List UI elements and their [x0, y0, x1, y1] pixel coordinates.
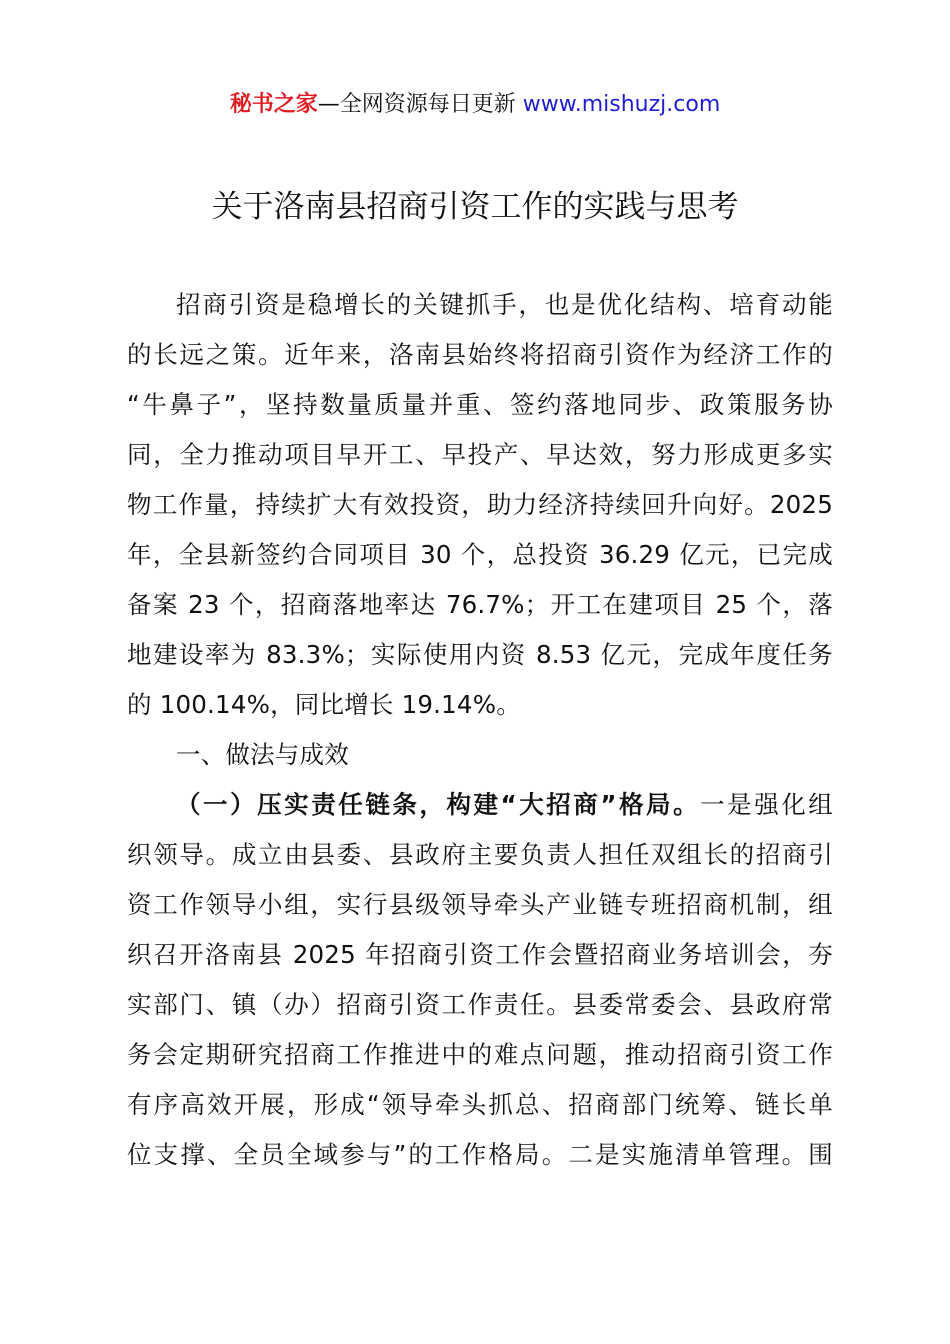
- document-body: [127, 280, 833, 1180]
- subsection-heading: （一）压实责任链条，构建“大招商”格局。: [176, 790, 701, 819]
- paragraph-line: 年，全县新签约合同项目 30 个，总投资 36.29 亿元，已完成: [127, 540, 833, 569]
- site-header: [0, 88, 950, 122]
- paragraph-line: 的长远之策。近年来，洛南县始终将招商引资作为经济工作的: [127, 340, 833, 369]
- paragraph-line: “牛鼻子”，坚持数量质量并重、签约落地同步、政策服务协: [127, 390, 833, 419]
- paragraph-line: 位支撑、全员全域参与”的工作格局。二是实施清单管理。围: [127, 1140, 833, 1169]
- paragraph-line: 备案 23 个，招商落地率达 76.7%；开工在建项目 25 个，落: [127, 590, 833, 619]
- paragraph-line: 物工作量，持续扩大有效投资，助力经济持续回升向好。2025: [127, 490, 833, 519]
- subsection-first-line-text: 一是强化组: [700, 790, 834, 819]
- section-heading: 一、做法与成效: [176, 740, 349, 769]
- paragraph-line: 有序高效开展，形成“领导牵头抓总、招商部门统筹、链长单: [127, 1090, 833, 1119]
- paragraph-line: 织领导。成立由县委、县政府主要负责人担任双组长的招商引: [127, 840, 833, 869]
- paragraph-line: 实部门、镇（办）招商引资工作责任。县委常委会、县政府常: [127, 990, 833, 1019]
- document-title: 关于洛南县招商引资工作的实践与思考: [211, 189, 739, 225]
- site-url-link[interactable]: www.mishuzj.com: [522, 92, 721, 117]
- site-slogan: —全网资源每日更新: [317, 92, 516, 117]
- paragraph-line: 招商引资是稳增长的关键抓手，也是优化结构、培育动能: [176, 290, 833, 319]
- paragraph-line: 同，全力推动项目早开工、早投产、早达效，努力形成更多实: [127, 440, 833, 469]
- paragraph-line: 资工作领导小组，实行县级领导牵头产业链专班招商机制，组: [127, 890, 833, 919]
- paragraph-line: 地建设率为 83.3%；实际使用内资 8.53 亿元，完成年度任务: [127, 640, 833, 669]
- subsection-first-line: [127, 780, 833, 830]
- paragraph-line: 务会定期研究招商工作推进中的难点问题，推动招商引资工作: [127, 1040, 833, 1069]
- site-brand: 秘书之家: [229, 92, 318, 117]
- paragraph-line: 的 100.14%，同比增长 19.14%。: [127, 690, 521, 719]
- paragraph-line: 织召开洛南县 2025 年招商引资工作会暨招商业务培训会，夯: [127, 940, 833, 969]
